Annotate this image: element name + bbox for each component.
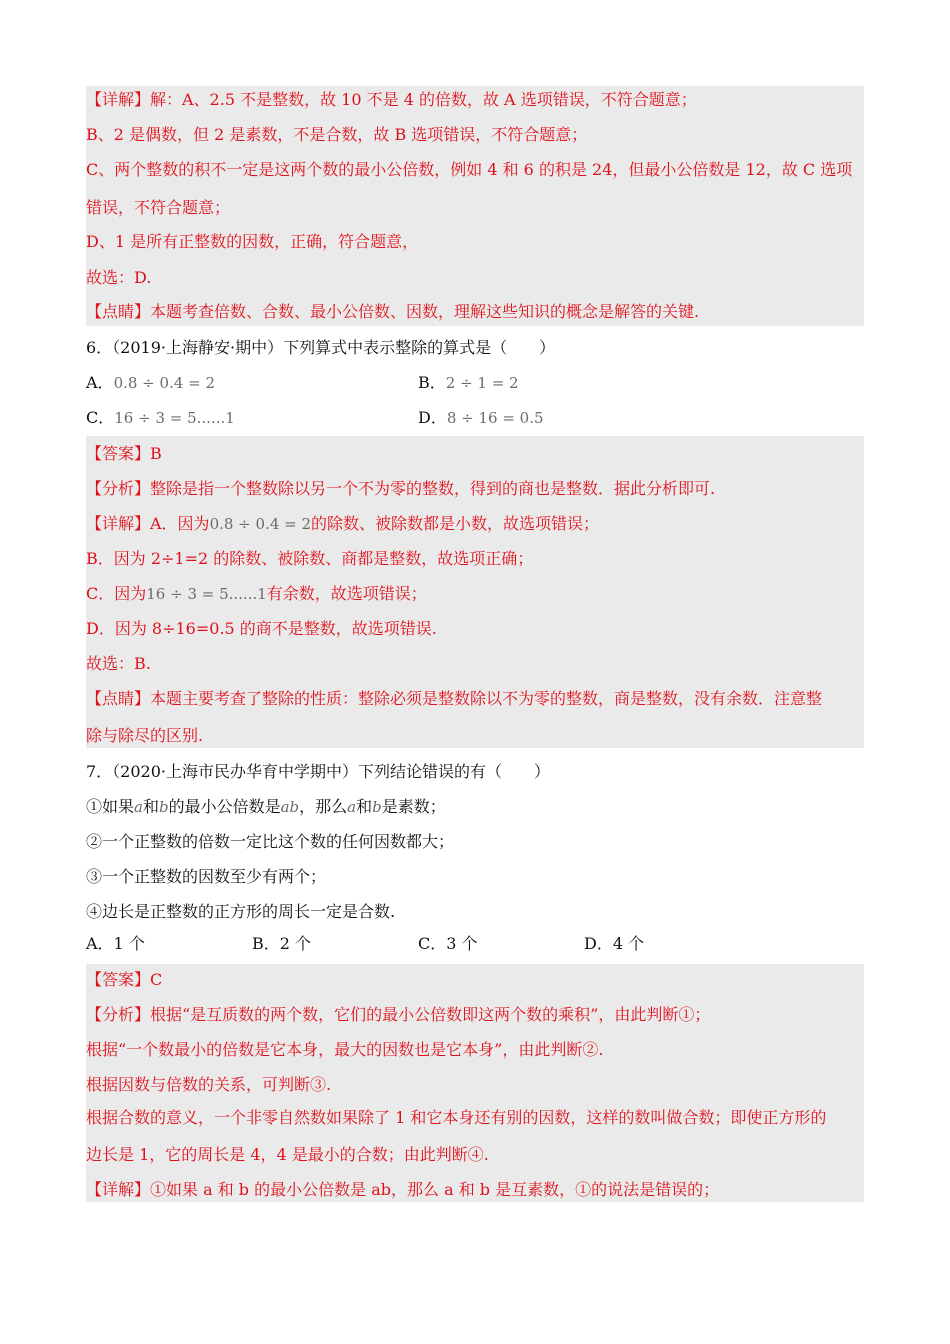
- q7-s1-var-b2: b: [372, 798, 382, 816]
- q6-stem: 6．（2019·上海静安·期中）下列算式中表示整除的算式是（ ）: [86, 338, 556, 357]
- q6-detail-a-post: 的除数、被除数都是小数，故选项错误；: [311, 514, 600, 533]
- q6-option-c-label: C．: [86, 408, 115, 427]
- q6-choose: 故选：B.: [86, 654, 151, 673]
- q7-s1-pre: ①如果: [86, 797, 135, 816]
- q6-comment-line2: 除与除尽的区别.: [86, 726, 204, 745]
- q6-detail-a-pre: 【详解】A．因为: [86, 514, 210, 533]
- q7-analysis-line2: 根据“一个数最小的倍数是它本身，最大的因数也是它本身”，由此判断②.: [86, 1040, 604, 1059]
- q5-detail-d-line: D、1 是所有正整数的因数，正确，符合题意，: [86, 232, 419, 251]
- q5-choose-line: 故选：D.: [86, 268, 152, 287]
- q5-detail-b-line: B、2 是偶数，但 2 是素数，不是合数，故 B 选项错误，不符合题意；: [86, 125, 588, 144]
- q6-detail-c-post: 有余数，故选项错误；: [266, 584, 427, 603]
- q7-statement-3: ③一个正整数的因数至少有两个；: [86, 867, 327, 886]
- q7-analysis-line1: 【分析】根据“是互质数的两个数，它们的最小公倍数即这两个数的乘积”，由此判断①；: [86, 1005, 711, 1024]
- q6-option-d: [418, 408, 544, 428]
- q6-option-a-formula: 0.8 ÷ 0.4 = 2: [113, 374, 216, 392]
- q7-statement-4: ④边长是正整数的正方形的周长一定是合数.: [86, 902, 396, 921]
- q6-option-a-label: A．: [86, 373, 114, 392]
- q6-analysis: 【分析】整除是指一个整数除以另一个不为零的整数，得到的商也是整数．据此分析即可.: [86, 479, 716, 498]
- q6-option-b: [418, 373, 519, 393]
- q7-answer: 【答案】C: [86, 970, 163, 989]
- q7-s1-var-ab: ab: [280, 798, 300, 816]
- q7-statement-2: ②一个正整数的倍数一定比这个数的任何因数都大；: [86, 832, 455, 851]
- q7-option-b: B．2 个: [252, 934, 312, 953]
- q5-comment-line: 【点睛】本题考查倍数、合数、最小公倍数、因数，理解这些知识的概念是解答的关键.: [86, 302, 700, 321]
- q6-comment-line1: 【点睛】本题主要考查了整除的性质：整除必须是整数除以不为零的整数，商是整数，没有余数．注意整: [86, 689, 823, 708]
- q7-option-a: A．1 个: [86, 934, 145, 953]
- q6-detail-a-formula: 0.8 ÷ 0.4 = 2: [209, 515, 312, 533]
- q7-s1-var-b: b: [158, 798, 169, 816]
- q6-option-c-formula: 16 ÷ 3 = 5......1: [114, 409, 235, 427]
- q6-detail-b: B．因为 2÷1=2 的除数、被除数、商都是整数，故选项正确；: [86, 549, 534, 568]
- q7-s1-var-a: a: [134, 798, 143, 816]
- q6-option-a: [86, 373, 215, 393]
- q6-option-c: [86, 408, 235, 428]
- q7-s1-then: ，那么: [299, 797, 348, 816]
- q6-option-b-label: B．: [418, 373, 446, 392]
- q6-detail-a: [86, 514, 599, 534]
- q7-analysis-line3: 根据因数与倍数的关系，可判断③.: [86, 1075, 332, 1094]
- q6-answer: 【答案】B: [86, 444, 162, 463]
- q7-s1-and2: 和: [356, 797, 373, 816]
- q6-option-b-formula: 2 ÷ 1 = 2: [445, 374, 519, 392]
- q6-detail-c-pre: C．因为: [86, 584, 147, 603]
- q7-s1-and: 和: [142, 797, 159, 816]
- q5-detail-c-line2: 错误，不符合题意；: [86, 198, 231, 217]
- q7-detail-line1: 【详解】①如果 a 和 b 的最小公倍数是 ab，那么 a 和 b 是互素数，①的说法是错误的；: [86, 1180, 720, 1199]
- q7-option-d: D．4 个: [584, 934, 645, 953]
- q7-s1-mid: 的最小公倍数是: [168, 797, 281, 816]
- q5-detail-c-line1: C、两个整数的积不一定是这两个数的最小公倍数，例如 4 和 6 的积是 24，但最小公倍数是 12，故 C 选项: [86, 160, 853, 179]
- q7-analysis-line4: 根据合数的意义，一个非零自然数如果除了 1 和它本身还有别的因数，这样的数叫做合数；即使正方形的: [86, 1108, 827, 1127]
- q7-s1-var-a2: a: [347, 798, 357, 816]
- q7-analysis-line5: 边长是 1，它的周长是 4，4 是最小的合数；由此判断④.: [86, 1145, 489, 1164]
- q7-statement-1: [86, 797, 446, 817]
- q5-detail-line: 【详解】解：A、2.5 不是整数，故 10 不是 4 的倍数，故 A 选项错误，不符合题意；: [86, 90, 697, 109]
- q6-option-d-formula: 8 ÷ 16 = 0.5: [446, 409, 544, 427]
- q6-detail-d: D．因为 8÷16=0.5 的商不是整数，故选项错误.: [86, 619, 437, 638]
- q7-option-c: C．3 个: [418, 934, 478, 953]
- q6-option-d-label: D．: [418, 408, 447, 427]
- q6-detail-c: [86, 584, 427, 604]
- q7-stem: 7．（2020·上海市民办华育中学期中）下列结论错误的有（ ）: [86, 762, 550, 781]
- q6-detail-c-formula: 16 ÷ 3 = 5......1: [146, 585, 267, 603]
- q7-s1-end: 是素数；: [381, 797, 446, 816]
